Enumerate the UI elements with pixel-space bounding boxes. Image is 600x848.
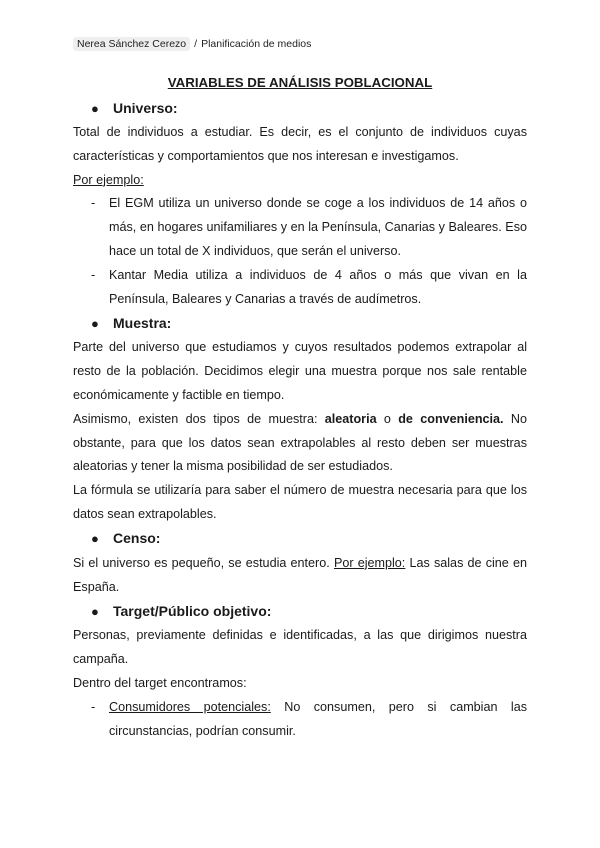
section-target-heading: [73, 599, 527, 624]
header-separator: /: [194, 38, 198, 50]
list-item-text: El EGM utiliza un universo donde se coge a los individuos de 14 años o más, en hogares unifamiliares y en la Península, Canarias y Baleares. Eso hace un total de X individuos, que serán el universo.: [109, 196, 527, 258]
target-intro: Dentro del target encontramos:: [73, 675, 247, 690]
section-universo-heading: [73, 96, 527, 121]
author-chip[interactable]: Nerea Sánchez Cerezo: [73, 37, 190, 51]
term-conveniencia: de conveniencia.: [398, 411, 504, 426]
list-item-text: No consumen, pero si cambian las circunstancias, podrían consumir.: [109, 699, 528, 738]
muestra-types: [73, 408, 527, 479]
list-item-text: Kantar Media utiliza a individuos de 4 años o más que vivan en la Península, Baleares y Canarias a través de audímetros.: [109, 267, 527, 306]
section-censo-heading: [73, 527, 527, 552]
document-body: [73, 74, 527, 743]
page-header: [73, 37, 311, 51]
list-item: [73, 264, 527, 312]
target-list: [73, 696, 527, 744]
dash-icon: -: [91, 699, 96, 714]
dash-icon: -: [91, 196, 96, 211]
muestra-definition: Parte del universo que estudiamos y cuyos resultados podemos extrapolar al resto de la población. Decidimos elegir una muestra porque nos sale rentable económicamente y factible en tiempo.: [73, 340, 527, 402]
universo-example-label: Por ejemplo:: [73, 172, 144, 187]
heading-censo: Censo:: [113, 530, 161, 547]
muestra-formula: La fórmula se utilizaría para saber el número de muestra necesaria para que los datos sean extrapolables.: [73, 483, 527, 521]
bullet-icon: ●: [91, 531, 99, 547]
universo-example-list: [73, 192, 527, 311]
muestra-types-connector: o: [376, 411, 399, 426]
censo-text: Si el universo es pequeño, se estudia entero.: [73, 555, 334, 570]
censo-example-label: Por ejemplo:: [333, 555, 406, 570]
list-item: [73, 696, 527, 744]
censo-example-text: Las salas de cine en España.: [73, 555, 527, 594]
muestra-types-intro: Asimismo, existen dos tipos de muestra:: [73, 411, 325, 426]
term-aleatoria: aleatoria: [324, 411, 377, 426]
bullet-icon: ●: [91, 100, 99, 116]
censo-definition: [73, 552, 527, 600]
list-item: [73, 192, 527, 263]
universo-definition: Total de individuos a estudiar. Es decir, es el conjunto de individuos cuyas características y comportamientos que nos interesan e investigamos.: [73, 125, 527, 163]
dash-icon: -: [91, 267, 96, 282]
course-name: Planificación de medios: [201, 38, 312, 50]
heading-muestra: Muestra:: [113, 314, 172, 331]
heading-universo: Universo:: [113, 99, 178, 116]
bullet-icon: ●: [91, 603, 99, 619]
document-title: VARIABLES DE ANÁLISIS POBLACIONAL: [167, 75, 433, 90]
target-definition: Personas, previamente definidas e identificadas, a las que dirigimos nuestra campaña.: [73, 628, 527, 667]
bullet-icon: ●: [91, 315, 99, 331]
muestra-types-rest: No obstante, para que los datos sean extrapolables al resto deben ser muestras aleatorias y tener la misma posibilidad de ser estudiados.: [73, 411, 527, 474]
section-muestra-heading: [73, 311, 527, 336]
term-consumidores-potenciales: Consumidores potenciales:: [109, 699, 271, 714]
heading-target: Target/Público objetivo:: [113, 602, 272, 619]
